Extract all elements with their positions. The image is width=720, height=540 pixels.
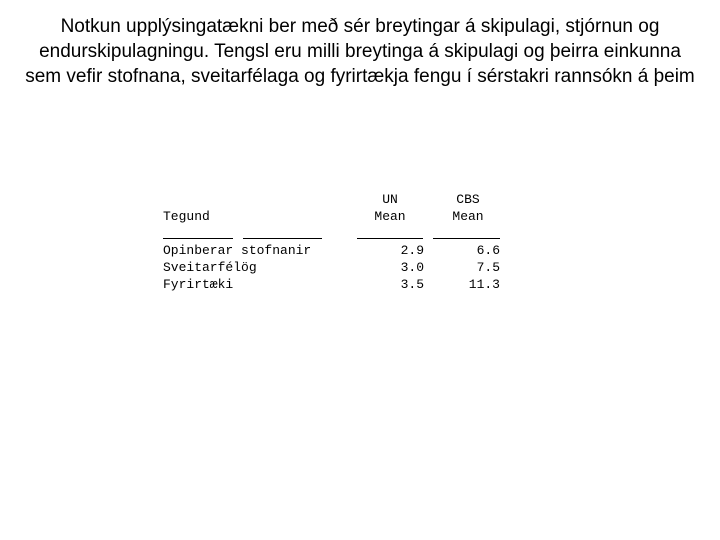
separator-rule — [357, 238, 423, 239]
cell-un-mean: 3.5 — [400, 277, 424, 292]
cell-un-mean: 2.9 — [400, 243, 424, 258]
cell-cbs-mean: 7.5 — [476, 260, 500, 275]
row-header-label: Tegund — [163, 209, 210, 224]
separator-rule — [433, 238, 500, 239]
row-label: Sveitarfélög — [163, 260, 257, 275]
column-stat-cbs: Mean — [452, 209, 484, 224]
row-label: Fyrirtæki — [163, 277, 234, 292]
cell-cbs-mean: 6.6 — [476, 243, 500, 258]
cell-cbs-mean: 11.3 — [468, 277, 500, 292]
separator-rule — [243, 238, 322, 239]
cell-un-mean: 3.0 — [400, 260, 424, 275]
slide-title: Notkun upplýsingatækni ber með sér breytingar á skipulagi, stjórnun og endurskipulagningu. Tengsl eru milli breytinga á skipulagi og þeirra einkunna sem vefir stofnana, sveitarfélaga og fyrirtækja fengu í sérstakri rannsókn á þeim — [25, 16, 695, 87]
column-group-cbs: CBS — [456, 192, 480, 207]
column-group-un: UN — [382, 192, 398, 207]
separator-rule — [163, 238, 233, 239]
row-label: Opinberar stofnanir — [163, 243, 312, 258]
column-stat-un: Mean — [374, 209, 406, 224]
